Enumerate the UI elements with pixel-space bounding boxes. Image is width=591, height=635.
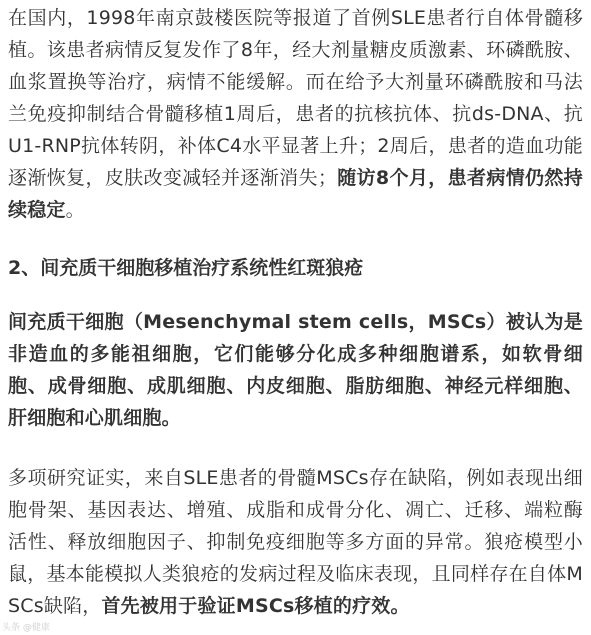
paragraph-msc-research (8, 462, 583, 622)
paragraph-text: 多项研究证实，来自SLE患者的骨髓MSCs存在缺陷，例如表现出细胞骨架、基因表达、增殖、成脂和成骨分化、凋亡、迁移、端粒酶活性、释放细胞因子、抑制免疫细胞等多方面的异常。狼疮模型小鼠，基本能模拟人类狼疮的发病过程及临床表现，且同样存在自体MSCs缺陷， (8, 467, 583, 617)
paragraph-term: Mesenchymal stem cells，MSCs (143, 311, 487, 333)
paragraph-bold-text: 随访8个月，患者病情仍然持续稳定 (8, 167, 583, 221)
article-body (8, 0, 583, 622)
paragraph-text: 在国内，1998年南京鼓楼医院等报道了首例SLE患者行自体骨髓移植。该患者病情反复发作了8年，经大剂量糖皮质激素、环磷酰胺、血浆置换等治疗，病情不能缓解。而在给予大剂量环磷酰胺和马法兰免疫抑制结合骨髓移植1周后，患者的抗核抗体、抗ds-DNA、抗U1-RNP抗体转阴，补体C4水平显著上升；2周后，患者的造血功能逐渐恢复，皮肤改变减轻并逐渐消失； (8, 7, 583, 189)
paragraph-bold-text: 首先被用于验证MSCs移植的疗效。 (101, 595, 410, 617)
watermark: 头条 @健康 (2, 623, 50, 633)
paragraph-msc-definition (8, 306, 583, 434)
paragraph-spacer (8, 434, 583, 462)
paragraph-text: ）被认为是非造血的多能祖细胞，它们能够分化成多种细胞谱系，如软骨细胞、成骨细胞、成肌细胞、内皮细胞、脂肪细胞、神经元样细胞、肝细胞和心肌细胞。 (8, 311, 583, 429)
paragraph-spacer (8, 284, 583, 306)
section-heading: 2、间充质干细胞移植治疗系统性红斑狼疮 (8, 257, 364, 279)
paragraph-spacer (8, 226, 583, 252)
paragraph-tail-text: 。 (65, 199, 85, 221)
paragraph-text: 间充质干细胞（ (8, 311, 144, 333)
paragraph-bone-marrow-transplant (8, 0, 583, 226)
